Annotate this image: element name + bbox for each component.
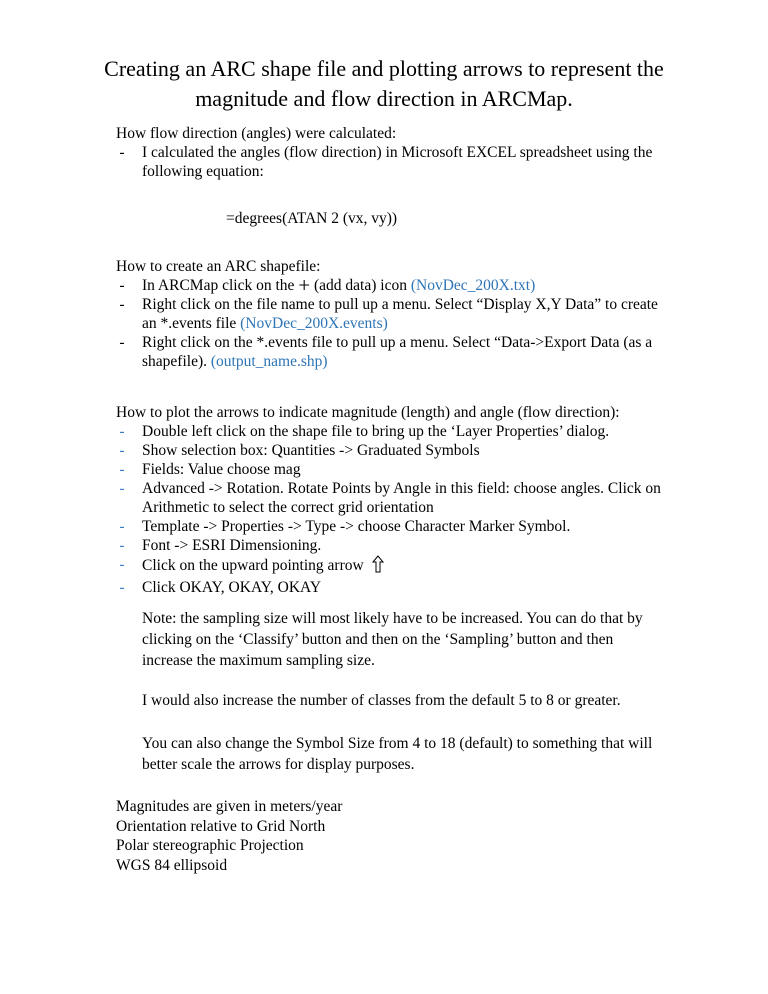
note-number-of-classes: I would also increase the number of classes from the default 5 to 8 or greater. — [142, 692, 621, 709]
list-item-text: Fields: Value choose mag — [142, 461, 301, 478]
bullet-dash: - — [119, 461, 125, 478]
list-item-text: Font -> ESRI Dimensioning. — [142, 537, 322, 554]
bullet-dash: - — [119, 442, 125, 459]
list-item-text: Double left click on the shape file to bring up the ‘Layer Properties’ dialog. — [142, 423, 610, 440]
footer-line: Orientation relative to Grid North — [116, 817, 326, 835]
section-flow-direction-heading: How flow direction (angles) were calculated: — [116, 125, 397, 142]
list-item-text: (add data) icon — [314, 277, 407, 294]
list-item-text: Right click on the file name to pull up a menu. Select “Display X,Y Data” to create an *.events file — [142, 296, 658, 332]
bullet-dash: - — [119, 556, 125, 573]
list-item-text: Show selection box: Quantities -> Graduated Symbols — [142, 442, 480, 459]
section-flow-direction-list — [116, 143, 676, 181]
bullet-dash: - — [119, 277, 125, 294]
list-item — [116, 333, 676, 371]
list-item — [116, 460, 676, 479]
bullet-dash: - — [119, 579, 125, 596]
file-name: (NovDec_200X.txt) — [410, 277, 536, 294]
bullet-dash: - — [119, 537, 125, 554]
file-name: (output_name.shp) — [210, 353, 328, 370]
list-item — [116, 143, 676, 181]
list-item-text: In ARCMap click on the — [142, 277, 295, 294]
list-item-text: Right click on the *.events file to pull up a menu. Select “Data->Export Data (as a shapefile). — [142, 334, 653, 370]
list-item — [116, 422, 676, 441]
section-plot-arrows-list — [116, 422, 676, 597]
bullet-dash: - — [119, 334, 125, 351]
list-item — [116, 517, 676, 536]
section-plot-arrows-heading: How to plot the arrows to indicate magnitude (length) and angle (flow direction): — [116, 404, 620, 421]
list-item — [116, 479, 676, 517]
equation: =degrees(ATAN 2 (vx, vy)) — [226, 210, 398, 227]
bullet-dash: - — [119, 296, 125, 313]
bullet-dash: - — [119, 144, 125, 161]
plus-icon: + — [298, 273, 311, 297]
list-item — [116, 273, 676, 297]
note-symbol-size: You can also change the Symbol Size from 4 to 18 (default) to something that will better scale the arrows for display purposes. — [142, 735, 653, 773]
list-item-text: Advanced -> Rotation. Rotate Points by Angle in this field: choose angles. Click on Arithmetic to select the correct grid orientation — [142, 480, 661, 516]
footer-line: Magnitudes are given in meters/year — [116, 798, 343, 815]
file-name: (NovDec_200X.events) — [240, 315, 388, 332]
list-item — [116, 578, 676, 597]
list-item — [116, 295, 676, 333]
list-item-text: Template -> Properties -> Type -> choose Character Marker Symbol. — [142, 518, 571, 535]
footer-line: Polar stereographic Projection — [116, 837, 304, 854]
list-item — [116, 536, 676, 555]
document-title: Creating an ARC shape file and plotting arrows to represent the magnitude and flow direction in ARCMap. — [104, 56, 664, 111]
list-item — [116, 555, 676, 578]
list-item — [116, 441, 676, 460]
note-sampling-size: Note: the sampling size will most likely have to be increased. You can do that by clicking on the ‘Classify’ button and then on the ‘Sampling’ button and then increase the maximum sampling size. — [142, 610, 643, 669]
footer-line: WGS 84 ellipsoid — [116, 856, 228, 874]
list-item-text: Click OKAY, OKAY, OKAY — [142, 579, 322, 596]
list-item-text: Click on the upward pointing arrow — [142, 557, 364, 574]
section-shapefile-heading: How to create an ARC shapefile: — [116, 258, 321, 275]
bullet-dash: - — [119, 518, 125, 535]
section-shapefile-list — [116, 273, 676, 371]
bullet-dash: - — [119, 423, 125, 440]
list-item-text: I calculated the angles (flow direction) in Microsoft EXCEL spreadsheet using the following equation: — [142, 144, 653, 180]
bullet-dash: - — [119, 480, 125, 497]
up-arrow-icon — [372, 555, 384, 578]
footer-info — [116, 797, 342, 875]
